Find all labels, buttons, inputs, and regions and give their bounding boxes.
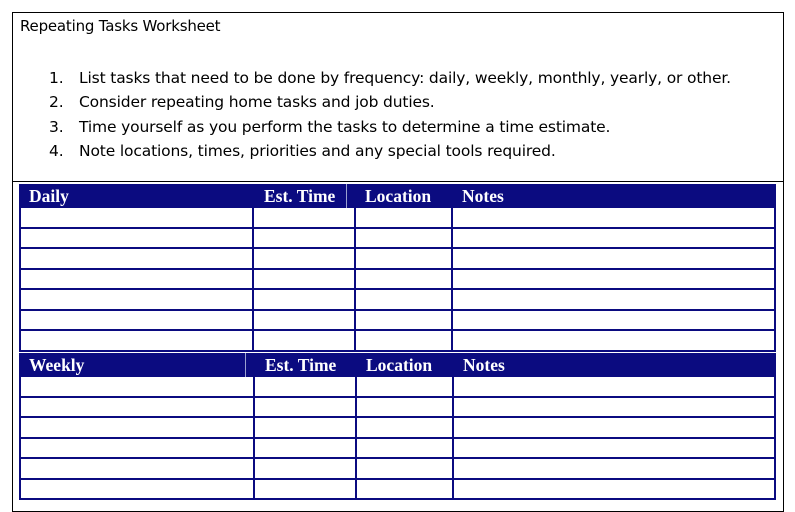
instruction-item [49, 115, 731, 139]
table-row[interactable] [19, 270, 776, 291]
header-divider [346, 184, 347, 208]
weekly-location-header: Location [366, 355, 433, 375]
column-divider [354, 208, 356, 352]
weekly-table [19, 353, 776, 500]
table-row[interactable] [19, 398, 776, 419]
table-row[interactable] [19, 331, 776, 352]
instruction-text: List tasks that need to be done by frequency: daily, weekly, monthly, yearly, or other. [79, 69, 731, 87]
daily-table [19, 184, 776, 352]
instruction-number: 4. [49, 141, 64, 160]
instruction-list [49, 66, 731, 163]
table-row[interactable] [19, 311, 776, 332]
instruction-text: Consider repeating home tasks and job duties. [79, 93, 435, 112]
table-row[interactable] [19, 418, 776, 439]
column-divider [252, 208, 254, 352]
table-row[interactable] [19, 249, 776, 270]
table-row[interactable] [19, 377, 776, 398]
instruction-number: 2. [49, 93, 64, 112]
instruction-number: 1. [49, 69, 64, 87]
daily-notes-header: Notes [462, 186, 504, 206]
table-row[interactable] [19, 439, 776, 460]
daily-location-header: Location [365, 186, 432, 206]
column-divider [774, 208, 776, 352]
daily-est-time-header: Est. Time [264, 186, 336, 206]
instruction-text: Time yourself as you perform the tasks to determine a time estimate. [79, 117, 611, 136]
instruction-item [49, 139, 731, 163]
weekly-notes-header: Notes [463, 355, 505, 375]
column-divider [355, 377, 357, 500]
instructions-box [13, 13, 783, 182]
instruction-text: Note locations, times, priorities and any special tools required. [79, 141, 556, 160]
column-divider [774, 377, 776, 500]
weekly-est-time-header: Est. Time [265, 355, 337, 375]
worksheet-title: Repeating Tasks Worksheet [20, 17, 221, 35]
daily-label: Daily [29, 186, 69, 206]
table-row[interactable] [19, 290, 776, 311]
instruction-item [49, 90, 731, 114]
weekly-label: Weekly [29, 355, 85, 375]
column-divider [452, 377, 454, 500]
table-row[interactable] [19, 459, 776, 480]
column-divider [253, 377, 255, 500]
worksheet [12, 12, 784, 512]
column-divider [19, 377, 21, 500]
table-row[interactable] [19, 208, 776, 229]
instruction-item [49, 66, 731, 90]
table-row[interactable] [19, 229, 776, 250]
weekly-header [19, 353, 776, 377]
daily-rows [19, 208, 776, 352]
instruction-number: 3. [49, 117, 64, 136]
daily-header [19, 184, 776, 208]
weekly-rows [19, 377, 776, 500]
header-divider [245, 353, 246, 377]
column-divider [451, 208, 453, 352]
column-divider [19, 208, 21, 352]
